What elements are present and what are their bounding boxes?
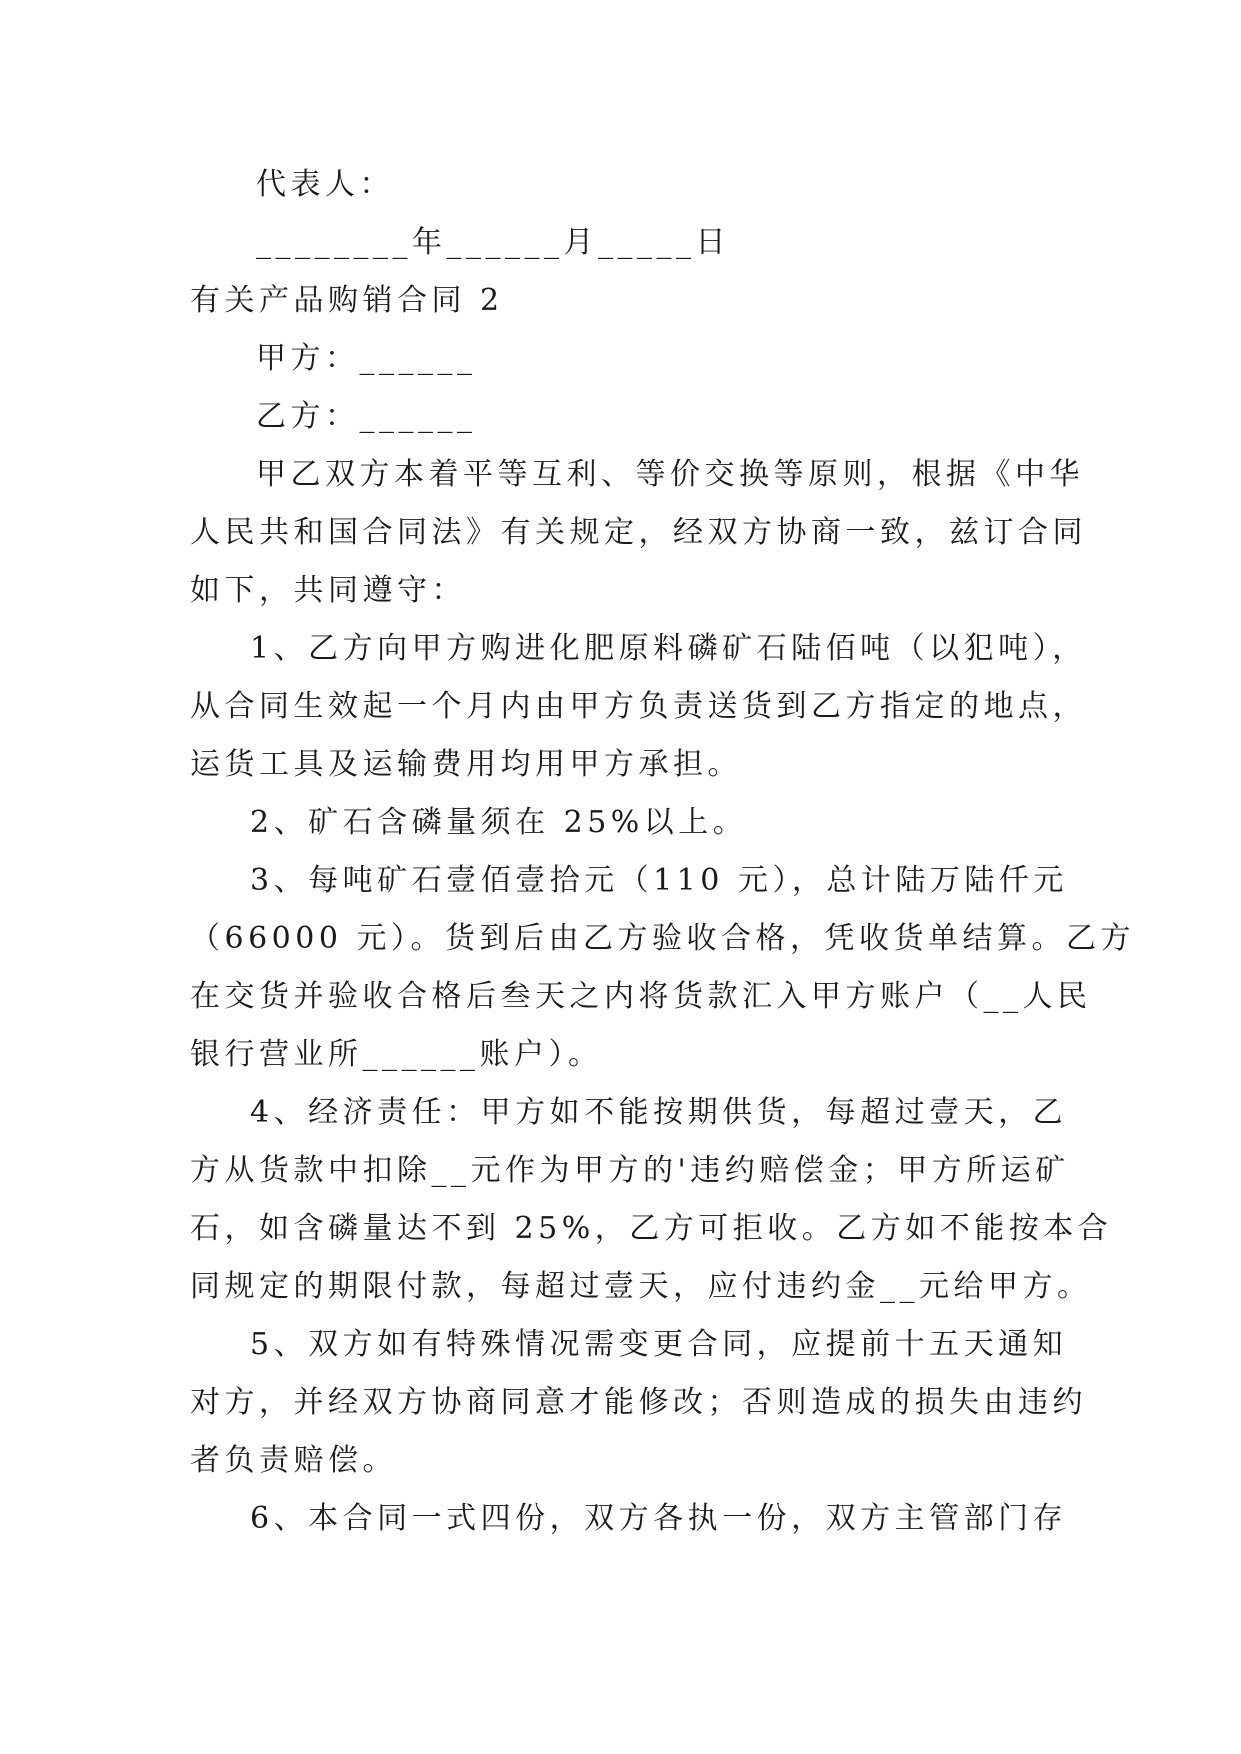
clause-5-line: 5、双方如有特殊情况需变更合同，应提前十五天通知 (250, 1327, 1068, 1362)
intro-line: 人民共和国合同法》有关规定，经双方协商一致，兹订合同 (190, 515, 1087, 550)
clause-2-line: 2、矿石含磷量须在 25%以上。 (250, 805, 748, 840)
representative-line: 代表人： (256, 167, 394, 202)
clause-3-line: （66000 元）。货到后由乙方验收合格，凭收货单结算。乙方 (190, 921, 1135, 956)
intro-line: 如下，共同遵守： (190, 573, 466, 608)
clause-5-line: 者负责赔偿。 (190, 1443, 397, 1478)
clause-3-line: 3、每吨矿石壹佰壹拾元（110 元），总计陆万陆仟元 (250, 863, 1068, 898)
clause-6-line: 6、本合同一式四份，双方各执一份，双方主管部门存 (250, 1501, 1068, 1536)
clause-4-line: 同规定的期限付款，每超过壹天，应付违约金__元给甲方。 (190, 1269, 1092, 1304)
clause-3-line: 银行营业所______账户）。 (190, 1037, 603, 1072)
clause-5-line: 对方，并经双方协商同意才能修改；否则造成的损失由违约 (190, 1385, 1087, 1420)
clause-4-line: 石，如含磷量达不到 25%，乙方可拒收。乙方如不能按本合 (190, 1211, 1113, 1246)
date-line: ________年______月_____日 (256, 225, 730, 260)
party-b-line: 乙方：______ (256, 399, 477, 434)
clause-1-line: 从合同生效起一个月内由甲方负责送货到乙方指定的地点， (190, 689, 1087, 724)
document-title: 有关产品购销合同 2 (190, 283, 504, 318)
clause-4-line: 方从货款中扣除__元作为甲方的'违约赔偿金；甲方所运矿 (190, 1153, 1070, 1188)
intro-line: 甲乙双方本着平等互利、等价交换等原则，根据《中华 (256, 457, 1084, 492)
party-a-line: 甲方：______ (256, 341, 477, 376)
clause-1-line: 运货工具及运输费用均用甲方承担。 (190, 747, 742, 782)
clause-3-line: 在交货并验收合格后叁天之内将货款汇入甲方账户（__人民 (190, 979, 1092, 1014)
clause-1-line: 1、乙方向甲方购进化肥原料磷矿石陆佰吨（以犯吨）， (250, 631, 1087, 666)
clause-4-line: 4、经济责任：甲方如不能按期供货，每超过壹天，乙 (250, 1095, 1068, 1130)
